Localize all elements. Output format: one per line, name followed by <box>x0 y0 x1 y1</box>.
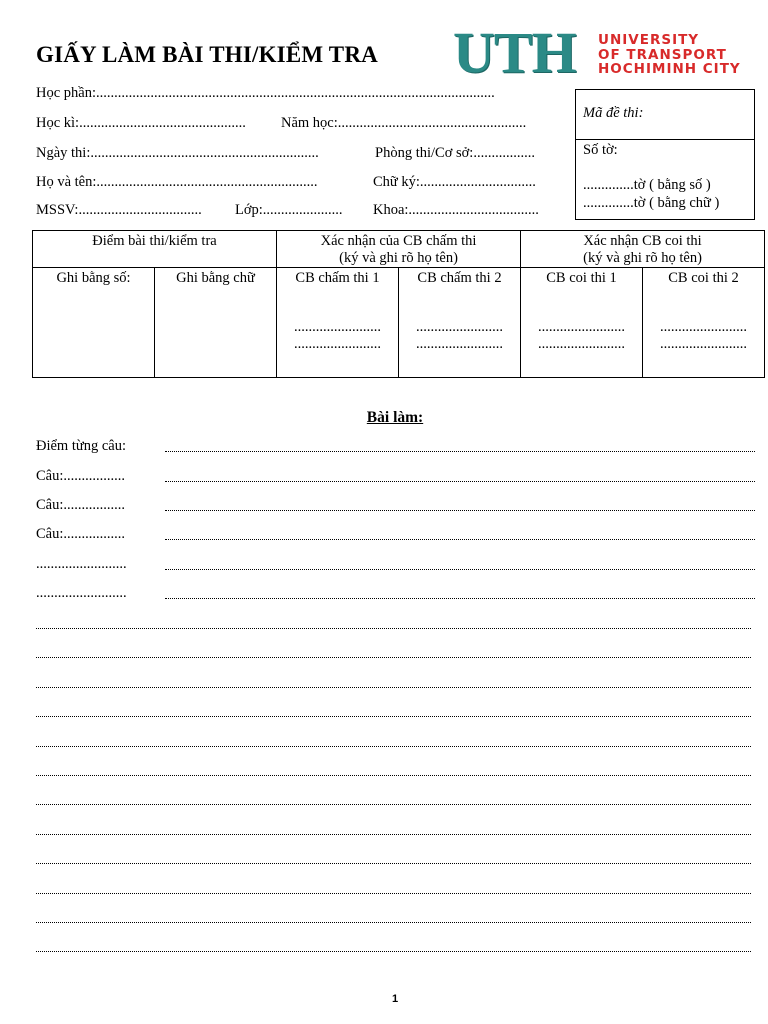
answer-line[interactable] <box>36 657 751 658</box>
proctor-2-label: CB coi thi 2 <box>668 270 739 286</box>
field-ho-ten[interactable]: Họ và tên:............................................................. <box>36 174 318 190</box>
answer-line[interactable] <box>36 716 751 717</box>
answer-line[interactable] <box>36 628 751 629</box>
grades-table <box>32 230 765 378</box>
page-number: 1 <box>391 993 399 1005</box>
field-hoc-phan[interactable]: Học phần:.............................................................................................................. <box>36 85 495 101</box>
logo-text <box>598 33 741 77</box>
signature-dots: ........................ <box>660 319 748 335</box>
grader-1-signature[interactable] <box>277 319 398 353</box>
question-label-3[interactable]: Câu:................. <box>36 526 126 542</box>
header-proctor-confirm <box>521 231 765 268</box>
answer-line[interactable] <box>36 775 751 776</box>
proctor-2-signature[interactable] <box>643 319 764 353</box>
header-score-label: Điểm bài thi/kiểm tra <box>92 233 217 249</box>
score-number-cell[interactable] <box>33 268 155 378</box>
university-logo <box>453 20 768 85</box>
exam-info-box <box>575 89 755 220</box>
score-words-cell[interactable] <box>155 268 277 378</box>
header-grader-confirm <box>277 231 521 268</box>
logo-line-2: OF TRANSPORT <box>598 46 727 63</box>
field-chu-ky[interactable]: Chữ ký:................................ <box>373 174 536 190</box>
page-title: GIẤY LÀM BÀI THI/KIỂM TRA <box>36 42 378 67</box>
answer-line[interactable] <box>36 746 751 747</box>
question-label-1[interactable]: Câu:................. <box>36 468 126 484</box>
name-dots: ........................ <box>294 336 381 352</box>
answer-line[interactable] <box>36 804 751 805</box>
answer-line[interactable] <box>165 598 755 599</box>
grader-1-label: CB chấm thi 1 <box>295 270 380 286</box>
field-khoa[interactable]: Khoa:.................................... <box>373 202 539 218</box>
grader-2-cell[interactable] <box>399 268 521 378</box>
answer-line[interactable] <box>36 893 751 894</box>
field-mssv[interactable]: MSSV:.................................. <box>36 202 202 218</box>
proctor-1-signature[interactable] <box>521 319 642 353</box>
answer-line[interactable] <box>36 863 751 864</box>
score-number-label: Ghi bằng số: <box>56 270 131 286</box>
field-phong-thi[interactable]: Phòng thi/Cơ sở:................. <box>375 145 535 161</box>
field-nam-hoc[interactable]: Năm học:.................................................... <box>281 115 527 131</box>
header-grader-note: (ký và ghi rõ họ tên) <box>339 250 458 266</box>
answer-section-title: Bài làm: <box>366 409 424 426</box>
field-ngay-thi[interactable]: Ngày thi:............................................................... <box>36 145 319 161</box>
header-proctor-label: Xác nhận CB coi thi <box>583 233 702 249</box>
logo-line-3: HOCHIMINH CITY <box>598 61 741 77</box>
name-dots: ........................ <box>660 336 748 352</box>
answer-line[interactable] <box>36 687 751 688</box>
field-lop[interactable]: Lớp:...................... <box>235 202 343 218</box>
answer-line[interactable] <box>36 951 751 952</box>
logo-letters: UTH <box>453 20 576 85</box>
header-grader-label: Xác nhận của CB chấm thi <box>320 233 477 249</box>
question-label-4[interactable]: ......................... <box>36 556 127 572</box>
grader-2-signature[interactable] <box>399 319 520 353</box>
signature-dots: ........................ <box>294 319 381 335</box>
answer-line[interactable] <box>165 539 755 540</box>
grader-2-label: CB chấm thi 2 <box>417 270 502 286</box>
header-score <box>33 231 277 268</box>
answer-line[interactable] <box>165 569 755 570</box>
name-dots: ........................ <box>538 336 626 352</box>
grader-1-cell[interactable] <box>277 268 399 378</box>
signature-dots: ........................ <box>416 319 503 335</box>
field-hoc-ki[interactable]: Học kì:.............................................. <box>36 115 246 131</box>
logo-line-1: UNIVERSITY <box>598 32 700 48</box>
answer-line[interactable] <box>165 481 755 482</box>
points-per-question-label: Điểm từng câu: <box>36 438 127 454</box>
name-dots: ........................ <box>416 336 503 352</box>
sheet-count-number[interactable]: ..............tờ ( bằng số ) <box>583 177 711 193</box>
sheet-count-words[interactable]: ..............tờ ( bằng chữ ) <box>583 195 720 211</box>
signature-dots: ........................ <box>538 319 626 335</box>
question-label-2[interactable]: Câu:................. <box>36 497 126 513</box>
score-words-label: Ghi bằng chữ <box>176 270 255 286</box>
header-proctor-note: (ký và ghi rõ họ tên) <box>583 250 702 266</box>
answer-line[interactable] <box>165 451 755 452</box>
proctor-2-cell[interactable] <box>643 268 765 378</box>
proctor-1-cell[interactable] <box>521 268 643 378</box>
answer-line[interactable] <box>165 510 755 511</box>
answer-line[interactable] <box>36 922 751 923</box>
question-label-5[interactable]: ......................... <box>36 585 127 601</box>
proctor-1-label: CB coi thi 1 <box>546 270 617 286</box>
exam-code-label[interactable]: Mã đề thi: <box>583 105 644 121</box>
answer-line[interactable] <box>36 834 751 835</box>
box-divider <box>576 139 754 140</box>
sheet-count-label: Số tờ: <box>583 142 618 158</box>
